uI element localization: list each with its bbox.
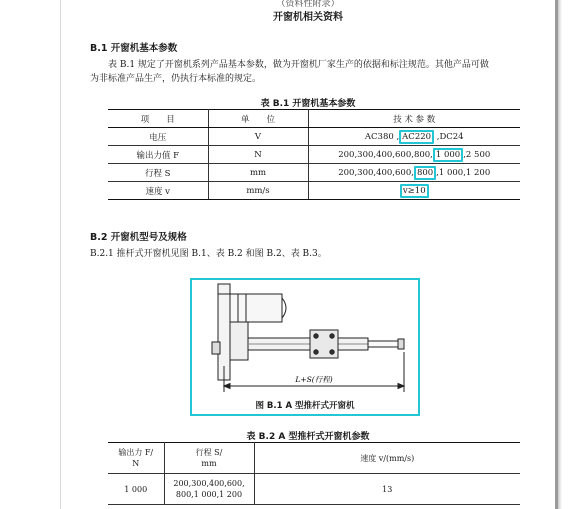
- table-cell-params: [308, 146, 520, 164]
- table-b2-header-row: [108, 443, 520, 474]
- section-b1-paragraph-line2: 为非标准产品生产，仍执行本标准的规定。: [90, 74, 262, 84]
- table-row: [108, 182, 520, 200]
- table-cell-item: 电压: [108, 128, 208, 146]
- section-b2-paragraph: B.2.1 推杆式开窗机见图 B.1、表 B.2 和图 B.2、表 B.3。: [90, 249, 327, 259]
- param-text: ,2 500: [463, 149, 491, 160]
- table-cell-params: [308, 164, 520, 182]
- table-cell-item: 行程 S: [108, 164, 208, 182]
- table-b1: [108, 109, 520, 200]
- table-b1-header-row: [108, 110, 520, 128]
- table-cell-unit: N: [208, 146, 308, 164]
- header-text: 输出力 F/: [118, 448, 154, 457]
- running-title: 开窗机相关资料: [273, 12, 343, 23]
- highlight-box: 1 000: [433, 148, 463, 162]
- table-b1-header-params: 技 术 参 数: [308, 110, 520, 128]
- actuator-drawing: [192, 280, 417, 413]
- table-b2-header-speed: 速度 v/(mm/s): [254, 443, 520, 474]
- table-row: [108, 128, 520, 146]
- table-row: [108, 164, 520, 182]
- table-cell-force: 1 000: [108, 474, 164, 505]
- table-cell-item: 速度 v: [108, 182, 208, 200]
- table-b1-header-item: 项 目: [108, 110, 208, 128]
- section-b2-heading: B.2 开窗机型号及规格: [90, 232, 187, 243]
- table-cell-stroke: [164, 474, 254, 505]
- table-cell-unit: mm/s: [208, 182, 308, 200]
- table-b2-header-stroke: [164, 443, 254, 474]
- highlight-box: 800: [414, 166, 436, 180]
- section-b1-heading: B.1 开窗机基本参数: [90, 43, 178, 54]
- table-cell-unit: V: [208, 128, 308, 146]
- cut-off-header: （资料性附录）: [276, 0, 340, 9]
- table-cell-params: [308, 128, 520, 146]
- header-text: 行程 S/: [195, 448, 223, 457]
- table-b2-caption: 表 B.2 A 型推杆式开窗机参数: [246, 432, 370, 442]
- table-b1-header-unit: 单 位: [208, 110, 308, 128]
- param-text: 200,300,400,600,: [338, 167, 414, 178]
- header-text: N: [132, 459, 140, 468]
- param-text: 200,300,400,600,800,: [338, 149, 433, 160]
- param-text: AC380 ,: [364, 131, 400, 142]
- table-row: [108, 474, 520, 505]
- param-text: ,DC24: [434, 131, 464, 142]
- highlight-box: v≥10: [400, 184, 429, 198]
- table-cell-item: 输出力值 F: [108, 146, 208, 164]
- section-b1-paragraph-line1: 表 B.1 规定了开窗机系列产品基本参数，做为开窗机厂家生产的依据和标注规范。其他产品可做: [108, 60, 489, 70]
- figure-b1-caption: 图 B.1 A 型推杆式开窗机: [255, 401, 355, 411]
- param-text: ,1 000,1 200: [436, 167, 491, 178]
- table-b1-caption: 表 B.1 开窗机基本参数: [260, 99, 356, 109]
- highlight-box: AC220: [399, 130, 434, 144]
- table-cell-unit: mm: [208, 164, 308, 182]
- dimension-label: L+S(行程): [295, 375, 333, 384]
- cell-text: 200,300,400,600,: [173, 479, 245, 488]
- table-b2-header-force: [108, 443, 164, 474]
- table-b2: [108, 442, 520, 505]
- cell-text: 800,1 000,1 200: [175, 490, 243, 499]
- table-cell-params: [308, 182, 520, 200]
- header-text: mm: [201, 459, 217, 468]
- document-page: [60, 0, 558, 509]
- figure-b1-frame: [190, 278, 420, 416]
- table-cell-speed: 13: [254, 474, 520, 505]
- table-row: [108, 146, 520, 164]
